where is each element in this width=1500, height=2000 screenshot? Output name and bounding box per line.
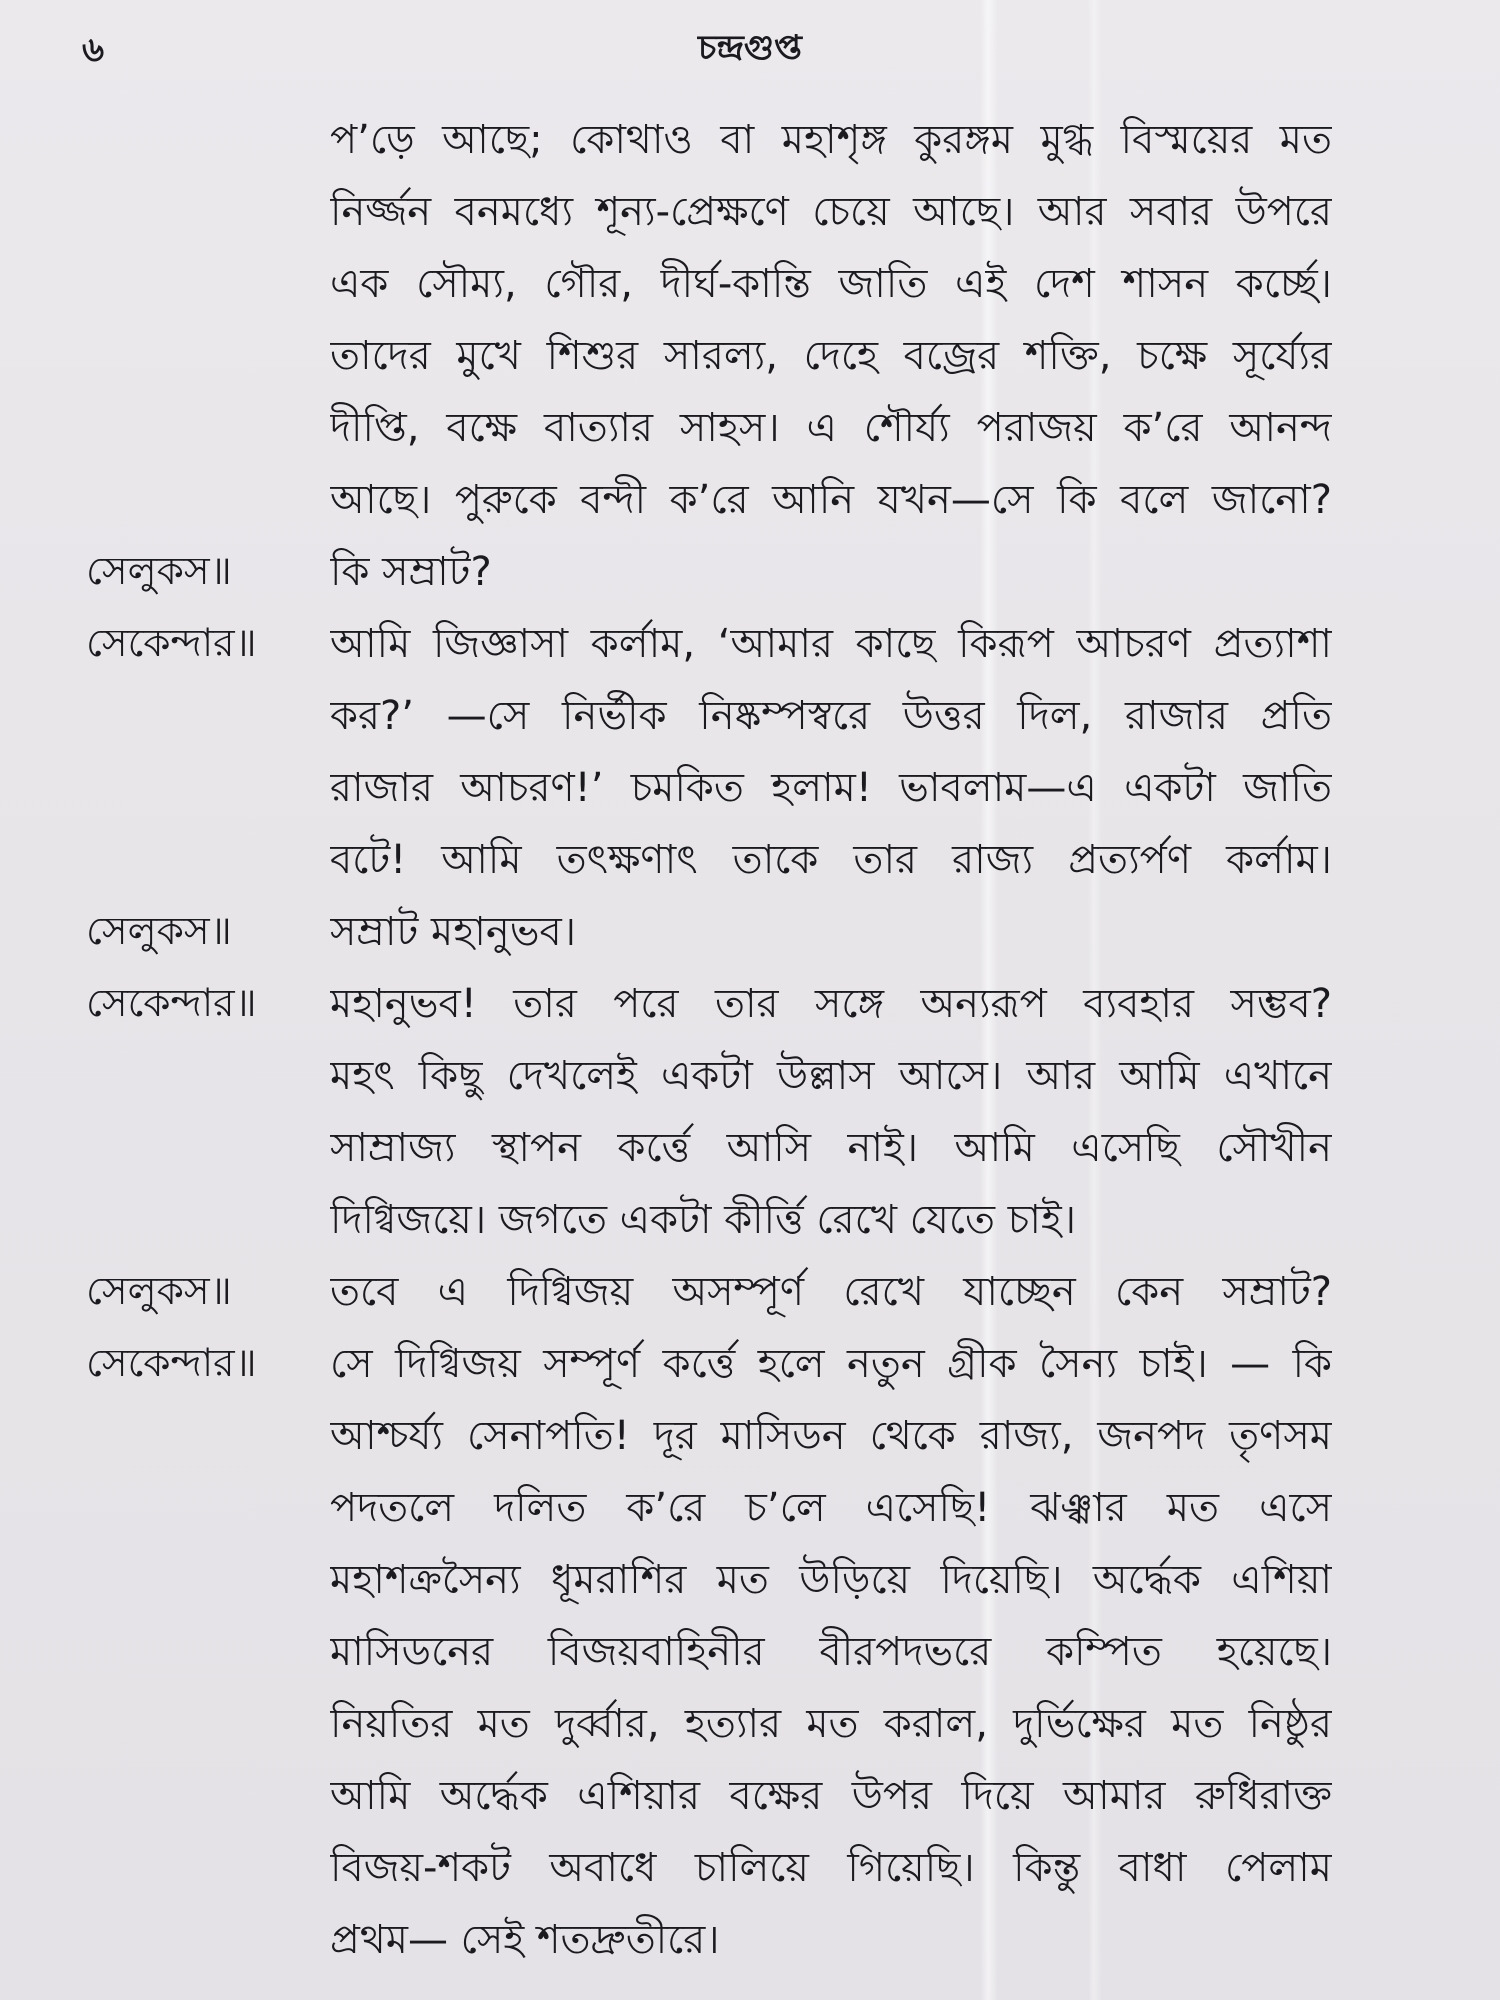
dialogue-line — [0, 1400, 1500, 1472]
dialogue-text: আমি অর্দ্ধেক এশিয়ার বক্ষের উপর দিয়ে আমার রুধিরাক্ত — [330, 1773, 1332, 1819]
dialogue-text: বটে! আমি তৎক্ষণাৎ তাকে তার রাজ্য প্রত্যর্পণ কর্লাম। — [330, 837, 1332, 883]
dialogue-line — [0, 176, 1500, 248]
dialogue-line — [0, 968, 1500, 1040]
dialogue-line — [0, 680, 1500, 752]
dialogue-line — [0, 392, 1500, 464]
running-title: চন্দ্রগুপ্ত — [698, 28, 802, 68]
dialogue-text: রাজার আচরণ!’ চমকিত হলাম! ভাবলাম—এ একটা জাতি — [330, 765, 1332, 811]
dialogue-text: মহৎ কিছু দেখলেই একটা উল্লাস আসে। আর আমি এখানে — [330, 1053, 1332, 1099]
dialogue-line — [0, 1256, 1500, 1328]
dialogue-line — [0, 320, 1500, 392]
dialogue-line — [0, 464, 1500, 536]
dialogue-text: আছে। পুরুকে বন্দী ক’রে আনি যখন—সে কি বলে জানো? — [330, 477, 1332, 523]
dialogue-line — [0, 824, 1500, 896]
dialogue-line — [0, 104, 1500, 176]
dialogue-text: সে দিগ্বিজয় সম্পূর্ণ কর্ত্তে হলে নতুন গ্রীক সৈন্য চাই। — কি — [330, 1341, 1332, 1387]
dialogue-line — [0, 752, 1500, 824]
dialogue-text: সাম্রাজ্য স্থাপন কর্ত্তে আসি নাই। আমি এসেছি সৌখীন — [330, 1125, 1332, 1171]
dialogue-line — [0, 1112, 1500, 1184]
dialogue-line — [0, 1184, 1500, 1256]
dialogue-line — [0, 1760, 1500, 1832]
dialogue-text: মহাশক্রসৈন্য ধূমরাশির মত উড়িয়ে দিয়েছি। অর্দ্ধেক এশিয়া — [330, 1557, 1332, 1603]
dialogue-text: মহানুভব! তার পরে তার সঙ্গে অন্যরূপ ব্যবহার সম্ভব? — [330, 981, 1332, 1027]
dialogue-line — [0, 1688, 1500, 1760]
dialogue-text: প’ড়ে আছে; কোথাও বা মহাশৃঙ্গ কুরঙ্গম মুগ্ধ বিস্ময়ের মত — [330, 117, 1332, 163]
speaker-name: সেকেন্দার॥ — [86, 1341, 257, 1386]
page-number: ৬ — [82, 30, 105, 70]
speaker-name: সেকেন্দার॥ — [86, 621, 257, 666]
dialogue-text: সম্রাট মহানুভব। — [330, 909, 577, 955]
dialogue-text: দীপ্তি, বক্ষে বাত্যার সাহস। এ শৌর্য্য পরাজয় ক’রে আনন্দ — [330, 405, 1332, 451]
dialogue-text: মাসিডনের বিজয়বাহিনীর বীরপদভরে কম্পিত হয়েছে। — [330, 1629, 1332, 1675]
dialogue-text: প্রথম— সেই শতদ্রুতীরে। — [330, 1917, 720, 1963]
dialogue-text: তবে এ দিগ্বিজয় অসম্পূর্ণ রেখে যাচ্ছেন কেন সম্রাট? — [330, 1269, 1332, 1315]
dialogue-line — [0, 1904, 1500, 1976]
dialogue-text: কর?’ —সে নির্ভীক নিষ্কম্পস্বরে উত্তর দিল, রাজার প্রতি — [330, 693, 1332, 739]
dialogue-text: তাদের মুখে শিশুর সারল্য, দেহে বজ্রের শক্তি, চক্ষে সূর্য্যের — [330, 333, 1332, 379]
dialogue-line — [0, 1328, 1500, 1400]
dialogue-text: বিজয়-শকট অবাধে চালিয়ে গিয়েছি। কিন্তু বাধা পেলাম — [330, 1845, 1332, 1891]
speaker-name: সেলুকস॥ — [86, 909, 232, 954]
dialogue-line — [0, 1832, 1500, 1904]
dialogue-line — [0, 536, 1500, 608]
dialogue-text: কি সম্রাট? — [330, 549, 492, 595]
dialogue-text: আমি জিজ্ঞাসা কর্লাম, ‘আমার কাছে কিরূপ আচরণ প্রত্যাশা — [330, 621, 1332, 667]
dialogue-line — [0, 1472, 1500, 1544]
speaker-name: সেকেন্দার॥ — [86, 981, 257, 1026]
dialogue-text: পদতলে দলিত ক’রে চ’লে এসেছি! ঝঞ্ঝার মত এসে — [330, 1485, 1332, 1531]
dialogue-text: নির্জ্জন বনমধ্যে শূন্য-প্রেক্ষণে চেয়ে আছে। আর সবার উপরে — [330, 189, 1332, 235]
dialogue-body — [0, 104, 1500, 1976]
dialogue-line — [0, 1616, 1500, 1688]
dialogue-text: এক সৌম্য, গৌর, দীর্ঘ-কান্তি জাতি এই দেশ শাসন কর্চ্ছে। — [330, 261, 1332, 307]
dialogue-line — [0, 248, 1500, 320]
dialogue-line — [0, 896, 1500, 968]
dialogue-line — [0, 1040, 1500, 1112]
dialogue-text: দিগ্বিজয়ে। জগতে একটা কীর্ত্তি রেখে যেতে চাই। — [330, 1197, 1077, 1243]
dialogue-text: আশ্চর্য্য সেনাপতি! দূর মাসিডন থেকে রাজ্য, জনপদ তৃণসম — [330, 1413, 1332, 1459]
speaker-name: সেলুকস॥ — [86, 549, 232, 594]
dialogue-text: নিয়তির মত দুর্ব্বার, হত্যার মত করাল, দুর্ভিক্ষের মত নিষ্ঠুর — [330, 1701, 1332, 1747]
page-header — [0, 18, 1500, 78]
dialogue-line — [0, 608, 1500, 680]
speaker-name: সেলুকস॥ — [86, 1269, 232, 1314]
dialogue-line — [0, 1544, 1500, 1616]
